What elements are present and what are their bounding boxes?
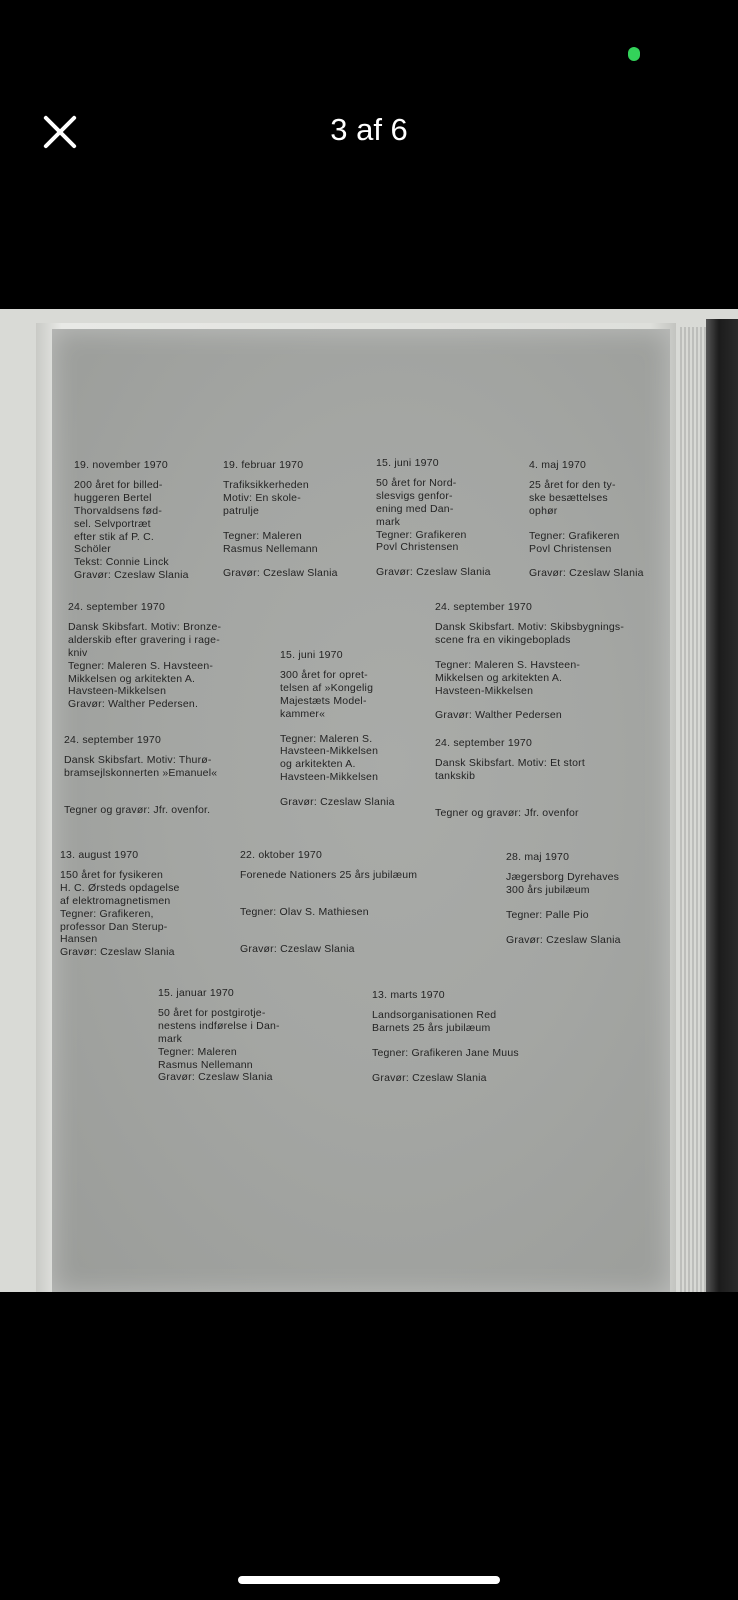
- entry-line: Barnets 25 års jubilæum: [372, 1021, 491, 1034]
- entry-gap: [435, 783, 585, 795]
- stamp-entry: [529, 459, 644, 580]
- entry-line: Tegner og gravør: Jfr. ovenfor.: [64, 803, 211, 816]
- stamp-entry: [376, 457, 491, 579]
- entry-line: tankskib: [435, 769, 476, 782]
- stamp-entry: [74, 459, 189, 582]
- entry-line: Tegner: Grafikeren: [529, 529, 620, 542]
- entry-gap: [529, 518, 644, 530]
- stamp-entry: [158, 987, 280, 1084]
- entry-line: Schöler: [74, 543, 112, 556]
- entry-gap: [240, 931, 417, 943]
- viewer-top-bar: [0, 0, 738, 309]
- stamp-entry: [506, 851, 621, 947]
- entry-line: Trafiksikkerheden: [223, 478, 309, 491]
- entry-gap: [64, 780, 217, 792]
- entry-line: ophør: [529, 504, 558, 517]
- entry-line: Gravør: Czeslaw Slania: [529, 567, 644, 580]
- entry-line: Gravør: Czeslaw Slania: [372, 1071, 487, 1084]
- entry-line: Gravør: Walther Pedersen.: [68, 698, 199, 711]
- entry-line: Thorvaldsens fød-: [74, 504, 163, 517]
- entry-line: Gravør: Czeslaw Slania: [240, 942, 355, 955]
- entry-date: 24. september 1970: [64, 734, 161, 746]
- entry-line: Mikkelsen og arkitekten A.: [68, 672, 196, 685]
- stamp-entry: [240, 849, 417, 956]
- entry-line: Povl Christensen: [376, 541, 459, 554]
- entry-gap: [223, 518, 338, 530]
- entry-line: 150 året for fysikeren: [60, 868, 164, 881]
- entry-line: kniv: [68, 646, 88, 659]
- entry-line: Motiv: En skole-: [223, 491, 301, 504]
- entry-line: Dansk Skibsfart. Motiv: Skibsbygnings-: [435, 620, 625, 633]
- stamp-entry: [64, 734, 217, 817]
- entry-line: Dansk Skibsfart. Motiv: Bronze-: [68, 620, 222, 633]
- entry-date: 24. september 1970: [435, 737, 532, 749]
- entry-line: Havsteen-Mikkelsen: [280, 771, 379, 784]
- entry-line: ening med Dan-: [376, 502, 454, 515]
- entry-line: huggeren Bertel: [74, 491, 152, 504]
- entry-line: 300 året for opret-: [280, 668, 368, 681]
- entry-gap: [529, 555, 644, 567]
- stamp-entry: [280, 649, 395, 809]
- entry-line: 50 året for Nord-: [376, 476, 457, 489]
- entry-line: Majestæts Model-: [280, 694, 367, 707]
- entry-line: Mikkelsen og arkitekten A.: [435, 671, 563, 684]
- entry-line: Havsteen-Mikkelsen: [435, 684, 534, 697]
- entry-line: Tegner: Maleren: [223, 529, 302, 542]
- entry-line: nestens indførelse i Dan-: [158, 1019, 280, 1032]
- entry-line: professor Dan Sterup-: [60, 920, 168, 933]
- stamp-entry: [372, 989, 519, 1085]
- entry-line: Havsteen-Mikkelsen: [68, 685, 167, 698]
- entry-line: Tegner: Palle Pio: [506, 908, 589, 921]
- entry-line: af elektromagnetismen: [60, 894, 171, 907]
- entry-gap: [240, 919, 417, 931]
- entry-gap: [280, 784, 395, 796]
- entry-gap: [435, 647, 624, 659]
- entry-date: 24. september 1970: [435, 601, 532, 613]
- entry-line: Tegner: Maleren S. Havsteen-: [435, 658, 581, 671]
- entry-line: slesvigs genfor-: [376, 489, 453, 502]
- entry-line: Gravør: Czeslaw Slania: [506, 933, 621, 946]
- entry-line: kammer«: [280, 707, 326, 720]
- image-counter: 3 af 6: [330, 112, 408, 147]
- photo-image[interactable]: [0, 309, 738, 1292]
- entry-line: Tegner og gravør: Jfr. ovenfor: [435, 806, 579, 819]
- entry-line: Dansk Skibsfart. Motiv: Et stort: [435, 756, 585, 769]
- entry-line: Gravør: Czeslaw Slania: [223, 567, 338, 580]
- entry-line: Tegner: Maleren S.: [280, 732, 373, 745]
- home-indicator[interactable]: [238, 1576, 500, 1584]
- entry-line: mark: [158, 1032, 183, 1045]
- entry-line: Rasmus Nellemann: [158, 1058, 253, 1071]
- entry-line: Gravør: Czeslaw Slania: [74, 569, 189, 582]
- entry-line: Gravør: Walther Pedersen: [435, 709, 562, 722]
- entry-line: Tegner: Grafikeren,: [60, 907, 154, 920]
- entry-line: 300 års jubilæum: [506, 883, 590, 896]
- entry-line: patrulje: [223, 504, 260, 517]
- camera-indicator-dot: [628, 47, 640, 61]
- entry-date: 15. juni 1970: [280, 649, 343, 661]
- entry-line: Gravør: Czeslaw Slania: [158, 1071, 273, 1084]
- entry-gap: [376, 554, 491, 566]
- entry-line: Gravør: Czeslaw Slania: [60, 946, 175, 959]
- entry-gap: [506, 897, 621, 909]
- entry-gap: [506, 922, 621, 934]
- entry-line: alderskib efter gravering i rage-: [68, 633, 220, 646]
- entry-line: Rasmus Nellemann: [223, 542, 318, 555]
- entry-line: Jægersborg Dyrehaves: [506, 870, 620, 883]
- entry-date: 19. november 1970: [74, 459, 168, 471]
- entry-line: Tegner: Maleren: [158, 1045, 237, 1058]
- entry-line: Tegner: Grafikeren Jane Muus: [372, 1046, 519, 1059]
- entry-gap: [435, 795, 585, 807]
- entry-date: 13. august 1970: [60, 849, 139, 861]
- entry-gap: [223, 555, 338, 567]
- entry-gap: [372, 1060, 519, 1072]
- entry-gap: [280, 721, 395, 733]
- entry-date: 4. maj 1970: [529, 459, 587, 471]
- entry-line: Hansen: [60, 933, 98, 946]
- stamp-entry: [223, 459, 338, 580]
- entry-date: 15. januar 1970: [158, 987, 234, 999]
- entry-gap: [64, 792, 217, 804]
- stamp-entry: [435, 601, 624, 722]
- stamp-entry: [60, 849, 180, 959]
- entry-line: 200 året for billed-: [74, 478, 163, 491]
- entry-line: bramsejlskonnerten »Emanuel«: [64, 766, 218, 779]
- viewer-bottom-bar: [0, 1292, 738, 1600]
- entry-line: Gravør: Czeslaw Slania: [280, 796, 395, 809]
- entry-line: H. C. Ørsteds opdagelse: [60, 881, 180, 894]
- entry-line: Tegner: Olav S. Mathiesen: [240, 905, 369, 918]
- entry-gap: [435, 697, 624, 709]
- entry-line: Tekst: Connie Linck: [74, 556, 169, 569]
- album-pages-edge: [680, 327, 708, 1292]
- album-binding: [706, 319, 738, 1292]
- entry-line: Havsteen-Mikkelsen: [280, 745, 379, 758]
- entry-line: Tegner: Maleren S. Havsteen-: [68, 659, 214, 672]
- entry-line: Dansk Skibsfart. Motiv: Thurø-: [64, 753, 212, 766]
- entry-line: sel. Selvportræt: [74, 517, 151, 530]
- entry-line: mark: [376, 515, 401, 528]
- entry-gap: [240, 882, 417, 894]
- entry-line: efter stik af P. C.: [74, 530, 155, 543]
- entry-line: Tegner: Grafikeren: [376, 528, 467, 541]
- stamp-entry: [68, 601, 221, 711]
- entry-line: telsen af »Kongelig: [280, 681, 374, 694]
- entry-line: 50 året for postgirotje-: [158, 1006, 266, 1019]
- entry-date: 24. september 1970: [68, 601, 165, 613]
- stamp-entry: [435, 737, 585, 820]
- entry-date: 13. marts 1970: [372, 989, 445, 1001]
- entry-line: Forenede Nationers 25 års jubilæum: [240, 868, 418, 881]
- entry-line: scene fra en vikingeboplads: [435, 633, 571, 646]
- entry-date: 15. juni 1970: [376, 457, 439, 469]
- entry-gap: [372, 1035, 519, 1047]
- entry-line: og arkitekten A.: [280, 758, 356, 771]
- entry-line: Landsorganisationen Red: [372, 1008, 497, 1021]
- entry-line: ske besættelses: [529, 491, 608, 504]
- entry-gap: [240, 894, 417, 906]
- entry-line: Gravør: Czeslaw Slania: [376, 566, 491, 579]
- entry-line: 25 året for den ty-: [529, 478, 616, 491]
- entry-date: 19. februar 1970: [223, 459, 304, 471]
- entry-line: Povl Christensen: [529, 542, 612, 555]
- entry-date: 28. maj 1970: [506, 851, 570, 863]
- entry-date: 22. oktober 1970: [240, 849, 323, 861]
